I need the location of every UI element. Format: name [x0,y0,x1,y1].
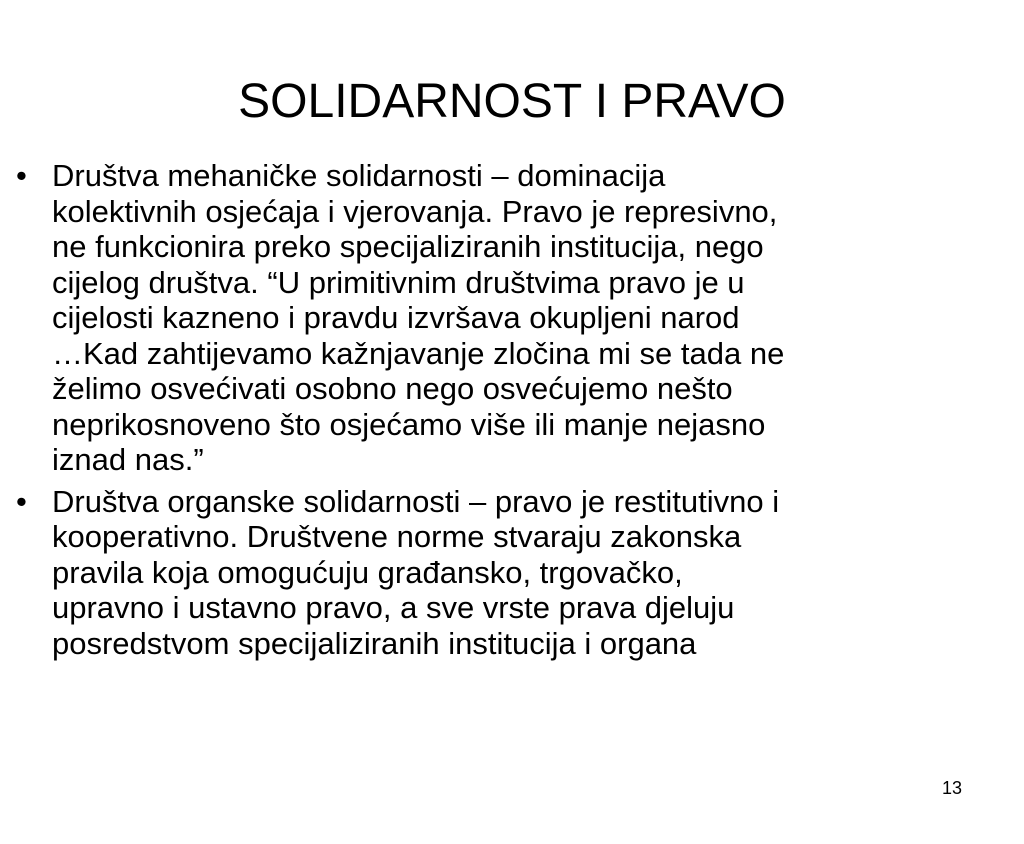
bullet-mechanical-solidarity [14,158,1014,478]
page-number: 13 [941,778,962,798]
bullet-list [14,158,1014,667]
bullet-text-line: upravno i ustavno pravo, a sve vrste prava djeluju [52,590,735,625]
bullet-text-line: cijelog društva. “U primitivnim društvima pravo je u [52,264,745,300]
bullet-text-line: ne funkcionira preko specijaliziranih institucija, nego [52,229,764,264]
bullet-text-line: Društva organske solidarnosti – pravo je restitutivno i [52,483,780,519]
bullet-text-line: iznad nas.” [52,442,204,477]
slide-title: SOLIDARNOST I PRAVO [238,75,786,128]
bullet-text-line: neprikosnoveno što osjećamo više ili manje nejasno [52,406,766,442]
bullet-text-line: kooperativno. Društvene norme stvaraju zakonska [52,519,742,554]
bullet-text-line: kolektivnih osjećaja i vjerovanja. Pravo je represivno, [52,193,778,229]
bullet-text-line: posredstvom specijaliziranih institucija i organa [52,625,697,661]
bullet-icon: • [16,158,27,193]
bullet-text-line: …Kad zahtijevamo kažnjavanje zločina mi se tada ne [52,335,785,371]
bullet-icon: • [16,483,27,519]
bullet-text-line: pravila koja omogućuju građansko, trgovačko, [52,554,683,590]
bullet-text-line: cijelosti kazneno i pravdu izvršava okupljeni narod [52,300,740,335]
bullet-organic-solidarity [14,484,1014,662]
bullet-text-line: želimo osvećivati osobno nego osvećujemo nešto [52,371,733,406]
bullet-text-line: Društva mehaničke solidarnosti – dominacija [52,158,666,193]
